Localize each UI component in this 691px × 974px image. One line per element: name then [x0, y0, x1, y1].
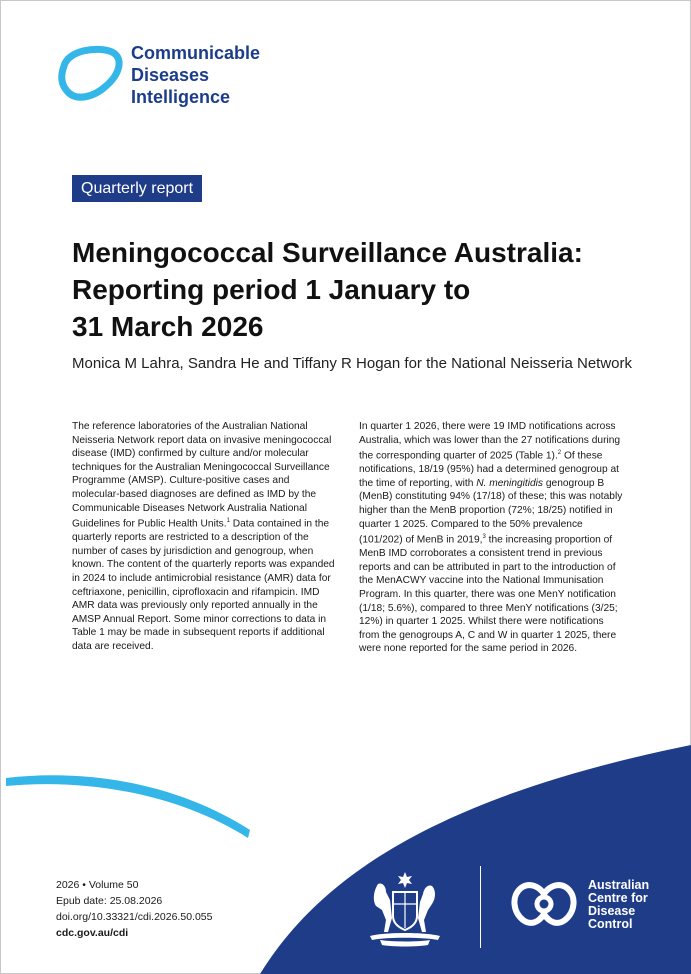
cdc-line-1: Australian [588, 878, 650, 892]
cdi-logo-icon [54, 44, 126, 106]
logo-divider [480, 866, 481, 948]
volume-info: 2026 • Volume 50 [56, 879, 139, 891]
title-line-1: Meningococcal Surveillance Australia: [72, 237, 583, 268]
results-text-1: In quarter 1 2026, there were 19 IMD notifications across Australia, which was lower than the 27 notifications during the corresponding quarter of 2025 (Table 1). [359, 421, 621, 462]
publication-meta [56, 877, 212, 941]
results-paragraph [359, 420, 623, 656]
epub-date: Epub date: 25.08.2026 [56, 895, 163, 907]
cdc-line-3: Disease [588, 904, 636, 918]
authors: Monica M Lahra, Sandra He and Tiffany R Hogan for the National Neisseria Network [72, 355, 633, 372]
reference-2[interactable]: 2 [557, 450, 562, 457]
intro-paragraph [72, 420, 338, 653]
doi-link[interactable]: doi.org/10.33321/cdi.2026.50.055 [56, 911, 213, 923]
coat-of-arms-icon [360, 870, 450, 948]
brand-line-1: Communicable [131, 43, 261, 63]
title-line-3: 31 March 2026 [72, 311, 264, 342]
brand-line-3: Intelligence [131, 87, 231, 107]
reference-3[interactable]: 3 [482, 534, 486, 541]
reference-1[interactable]: 1 [226, 518, 230, 525]
cdc-line-4: Control [588, 917, 633, 931]
report-type-badge: Quarterly report [72, 175, 202, 202]
results-text-2: Of these notifications, 18/19 (95%) had a determined genogroup at the time of reporting, with [359, 450, 619, 489]
brand-line-2: Diseases [131, 65, 210, 85]
intro-text-2: Data contained in the quarterly reports are restricted to a description of the number of cases by jurisdiction and genogroup, when known. The content of the quarterly reports was expanded in 2024 to include antimicrobial resistance (AMR) data for ceftriaxone, penicillin, ciprofloxacin and rifampicin. IMD AMR data was previously only reported annually in the AMSP Annual Report. Some minor corrections to data in Table 1 may be made in subsequent reports if additional data are received. [72, 518, 335, 652]
results-text-4: the increasing proportion of MenB IMD corroborates a consistent trend in previous reports and can be attributed in part to the introduction of the MenACWY vaccine into the National Immunisation Program. In this quarter, there was one MenY notification (1/18; 5.6%), compared to three MenY notifications (3/25; 12%) in quarter 1 2025. Whilst there were notifications from the genogroups A, C and W in quarter 1 2025, there were none reported for the same period in 2026. [359, 534, 618, 655]
intro-text-1: The reference laboratories of the Australian National Neisseria Network report data on invasive meningococcal disease (IMD) confirmed by culture and/or molecular techniques for the Australian Meningococcal Surveillance Programme (AMSP). Culture-positive cases and molecular-based diagnoses are defined as IMD by the Communicable Diseases Network Australia National Guidelines for Public Health Units. [72, 421, 332, 530]
website-link[interactable]: cdc.gov.au/cdi [56, 927, 129, 939]
organism-name: N. meningitidis [476, 477, 544, 489]
cdc-wordmark [588, 879, 649, 931]
page-title [72, 234, 652, 345]
brand-wordmark [131, 42, 260, 108]
results-text-3: genogroup B (MenB) constituting 94% (17/18) of these; this was notably higher than the MenB proportion (72%; 18/25) notified in quarter 1 2025. Compared to the 50% prevalence (101/202) of MenB in 2019, [359, 477, 623, 546]
cdc-logo-icon [507, 878, 581, 928]
cdc-line-2: Centre for [588, 891, 648, 905]
body-column-right [359, 420, 623, 656]
title-line-2: Reporting period 1 January to [72, 274, 471, 305]
body-column-left [72, 420, 338, 653]
